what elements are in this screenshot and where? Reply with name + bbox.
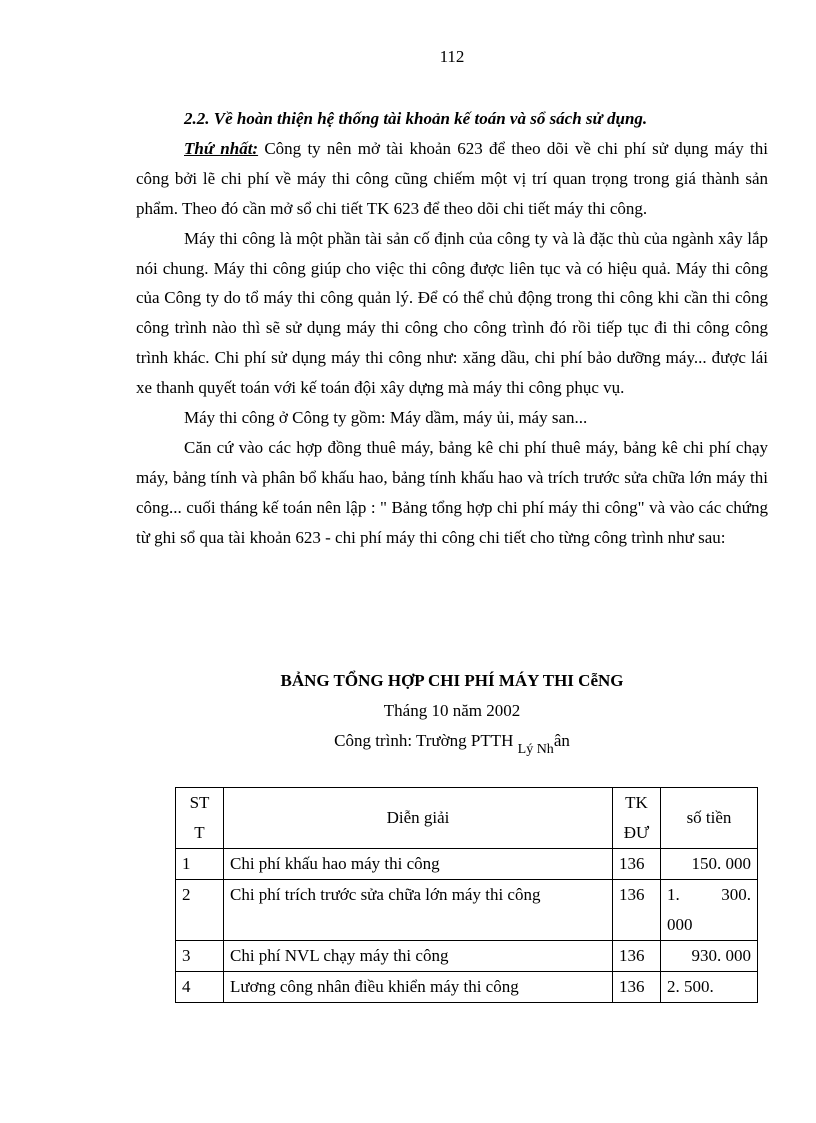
- row-account: 136: [613, 972, 661, 1003]
- table-month: Tháng 10 năm 2002: [383, 701, 521, 720]
- table-title: BẢNG TỔNG HỢP CHI PHÍ MÁY THI CễNG: [280, 671, 624, 690]
- paragraph-3: Máy thi công ở Công ty gồm: Máy dầm, máy ủi, máy san...: [184, 408, 588, 428]
- row-amount: 930. 000: [661, 941, 758, 972]
- row-description: Chi phí NVL chạy máy thi công: [224, 941, 613, 972]
- table-row: [176, 941, 758, 972]
- page-number: 112: [439, 47, 465, 66]
- header-account: [613, 788, 661, 849]
- section-heading: 2.2. Về hoàn thiện hệ thống tài khoản kế toán và sổ sách sử dụng.: [184, 109, 648, 128]
- row-stt: 4: [176, 972, 224, 1003]
- header-stt-line1: ST: [189, 793, 210, 812]
- row-description: Chi phí khấu hao máy thi công: [224, 849, 613, 880]
- row-stt: 3: [176, 941, 224, 972]
- row-account: 136: [613, 880, 661, 941]
- table-row: [176, 849, 758, 880]
- row-description: Chi phí trích trước sửa chữa lớn máy thi công: [224, 880, 613, 941]
- row-amount-part-c: 000: [667, 915, 693, 934]
- header-amount: số tiền: [661, 788, 758, 849]
- row-description: Lương công nhân điều khiển máy thi công: [224, 972, 613, 1003]
- row-amount: 2. 500.: [661, 972, 758, 1003]
- paragraph-2: Máy thi công là một phần tài sản cố định của công ty và là đặc thù của ngành xây lắp nói chung. Máy thi công giúp cho việc thi công được liên tục và có hiệu quả. Máy thi công của Công ty do tổ máy thi công quản lý. Để có thể chủ động trong thi công khi cần thi công công trình nào thì sẽ sử dụng máy thi công cho công trình đó rồi tiếp tục đi thi công công trình khác. Chi phí sử dụng máy thi công như: xăng dầu, chi phí bảo dưỡng máy... được lái xe thanh quyết toán với kế toán đội xây dựng mà máy thi công phục vụ.: [136, 228, 768, 398]
- table-header-row: [176, 788, 758, 849]
- row-amount-part-b: 300.: [721, 885, 751, 904]
- document-body: [136, 104, 768, 553]
- paragraph-1-lead: Thứ nhất:: [184, 138, 259, 158]
- row-stt: 2: [176, 880, 224, 941]
- header-description: Diễn giải: [224, 788, 613, 849]
- table-caption: [0, 666, 816, 758]
- paragraph-4: Căn cứ vào các hợp đồng thuê máy, bảng kê chi phí thuê máy, bảng kê chi phí chạy máy, bảng tính và phân bổ khấu hao, bảng tính khấu hao và trích trước sửa chữa lớn máy thi công... cuối tháng kế toán nên lập : " Bảng tổng hợp chi phí máy thi công" và vào các chứng từ ghi sổ qua tài khoản 623 - chi phí máy thi công chi tiết cho từng công trình như sau:: [136, 437, 768, 547]
- table-project: [0, 726, 816, 758]
- project-label: Công trình: Trường PTTH: [334, 731, 514, 750]
- header-account-line2: ĐƯ: [623, 823, 650, 842]
- project-name-part-a: Lý Nh: [517, 742, 554, 757]
- paragraph-1: [136, 134, 768, 224]
- row-account: 136: [613, 849, 661, 880]
- paragraph-1-text: Công ty nên mở tài khoản 623 để theo dõi về chi phí sử dụng máy thi công bởi lẽ chi phí về máy thi công cũng chiếm một vị trí quan trọng trong giá thành sản phẩm. Theo đó cần mở sổ chi tiết TK 623 để theo dõi chi tiết máy thi công.: [136, 138, 768, 218]
- row-amount: [661, 880, 758, 941]
- header-stt: [176, 788, 224, 849]
- row-amount: 150. 000: [661, 849, 758, 880]
- header-account-line1: TK: [625, 793, 648, 812]
- row-account: 136: [613, 941, 661, 972]
- table-row: [176, 880, 758, 941]
- cost-summary-table: [175, 787, 758, 1003]
- project-name-part-b: ân: [553, 731, 570, 750]
- table-row: [176, 972, 758, 1003]
- row-stt: 1: [176, 849, 224, 880]
- header-stt-line2: T: [194, 823, 205, 842]
- row-amount-part-a: 1.: [667, 885, 680, 904]
